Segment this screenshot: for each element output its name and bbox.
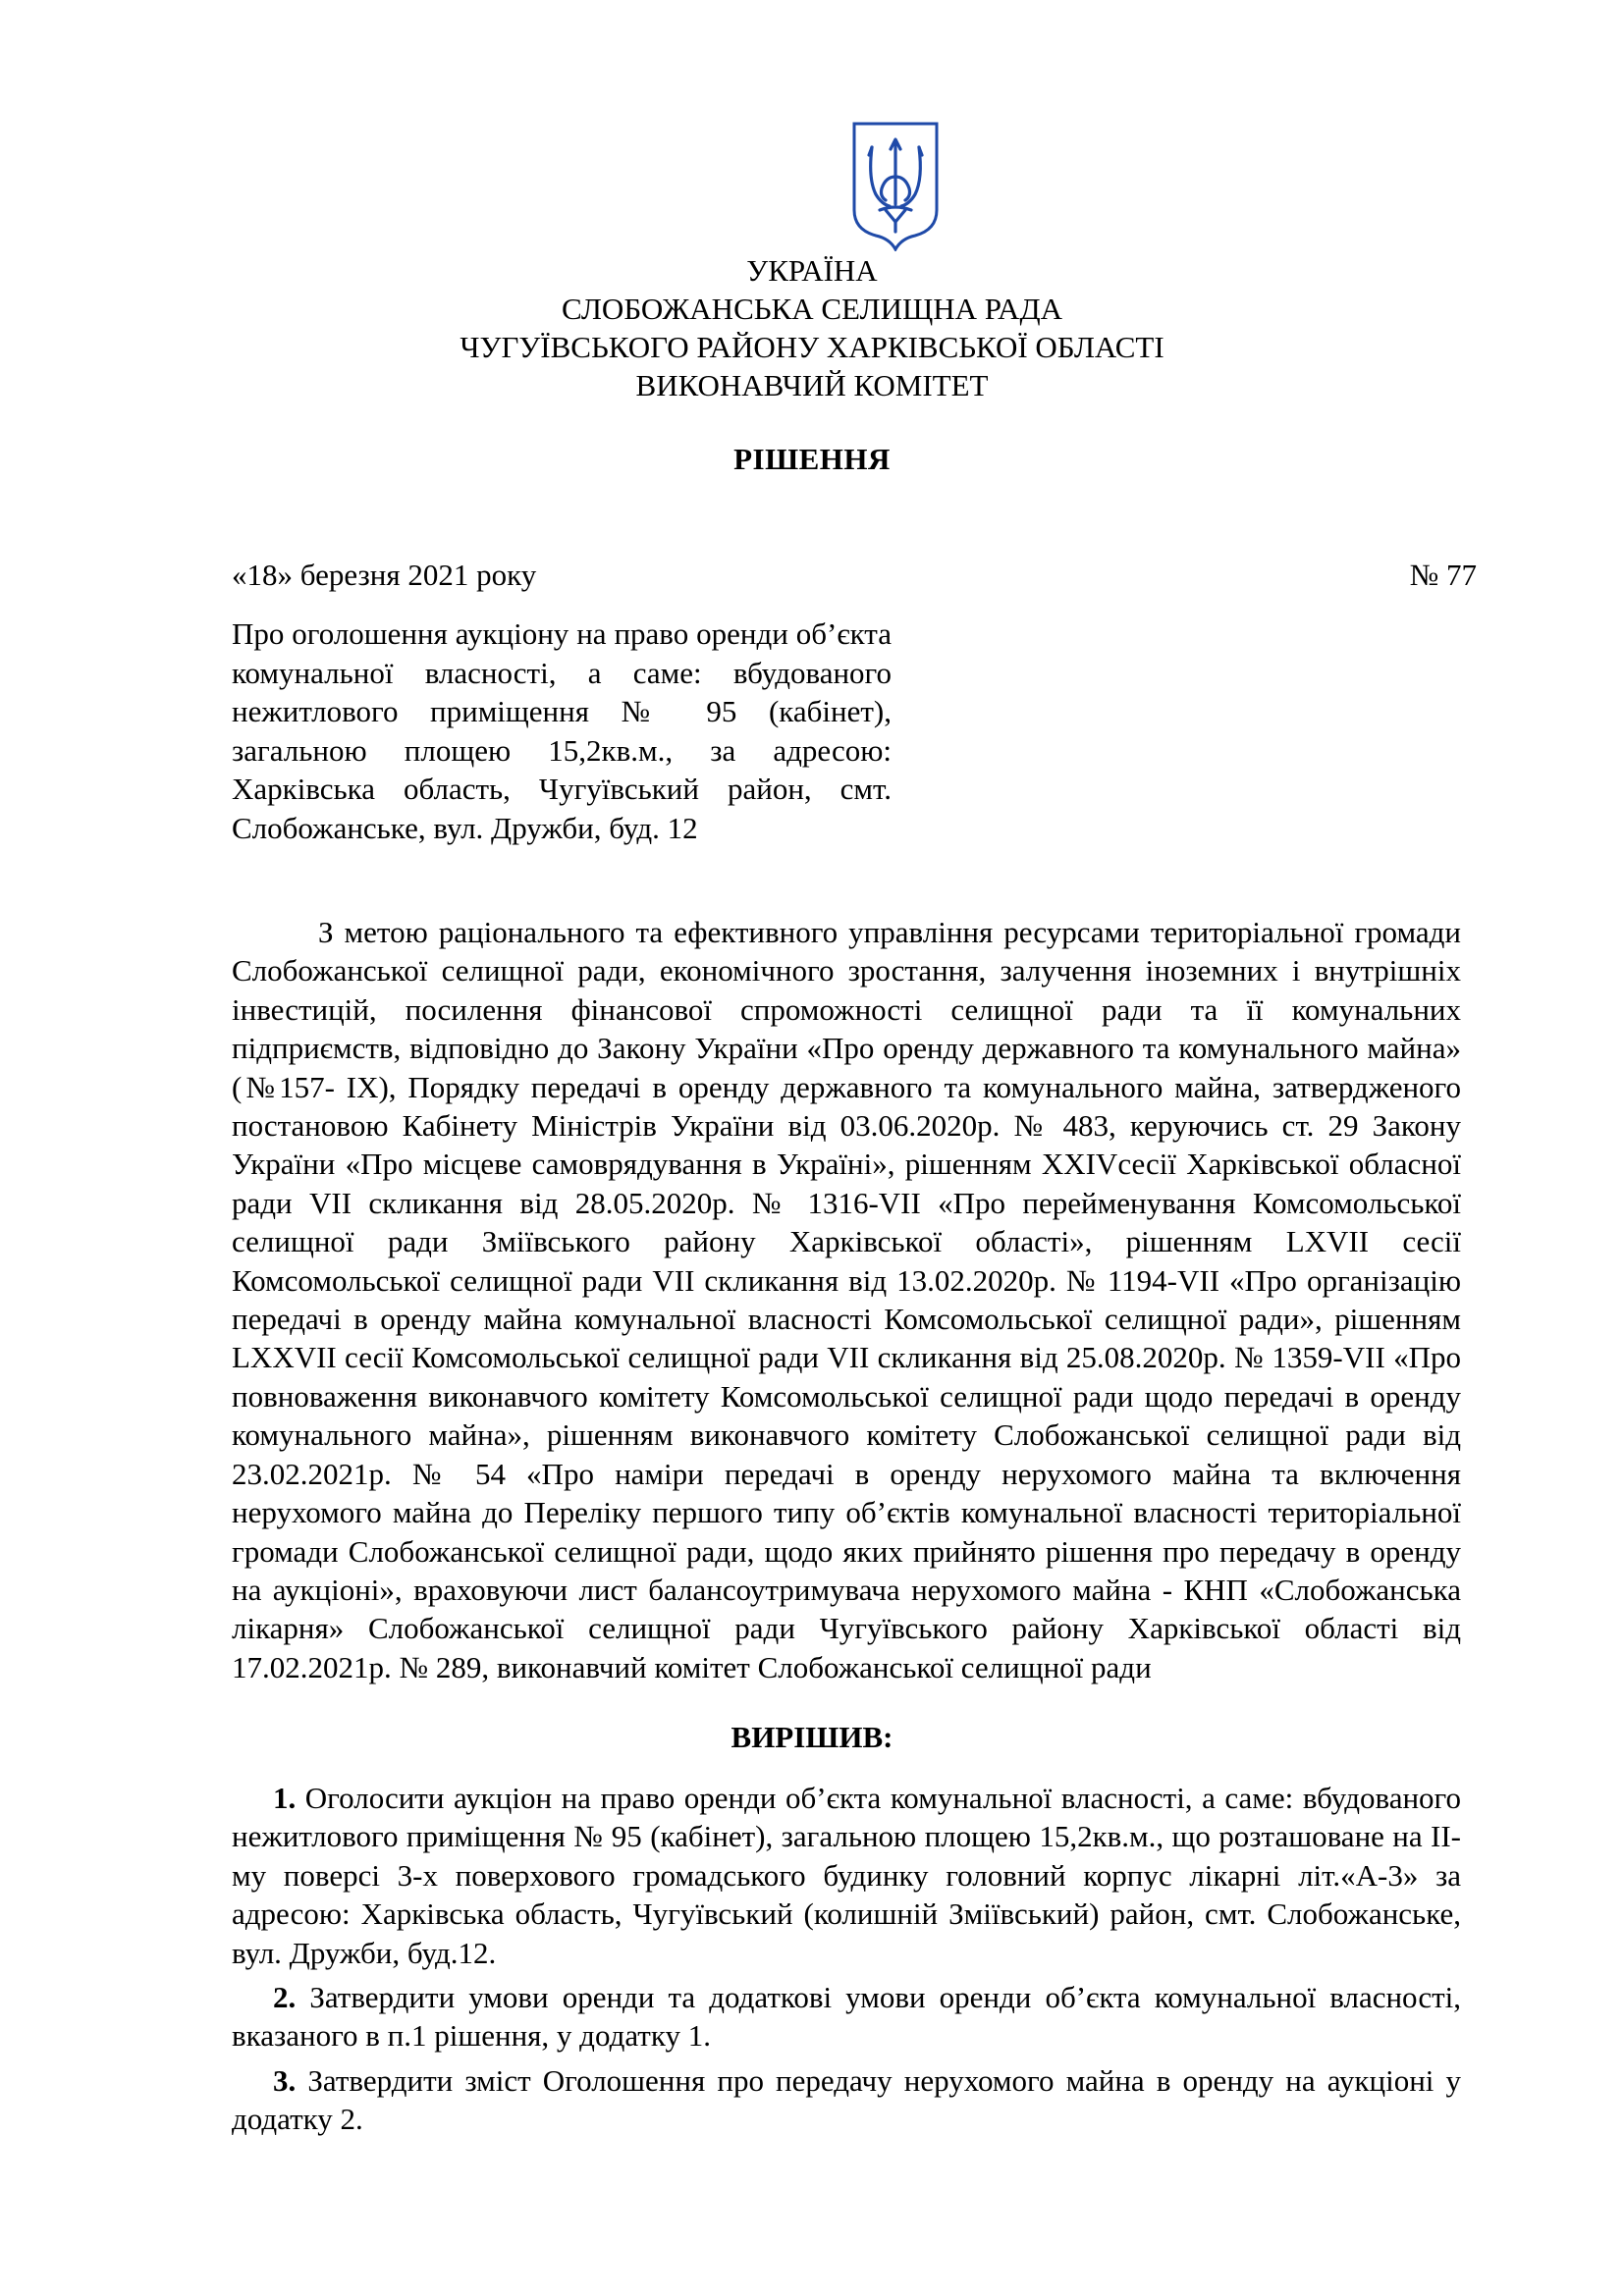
item-number: 3. — [273, 2062, 308, 2098]
resolved-heading: ВИРІШИВ: — [731, 1720, 893, 1754]
decision-title: РІШЕННЯ — [733, 442, 891, 476]
resolution-item — [232, 1779, 1461, 1972]
item-number: 1. — [273, 1781, 305, 1815]
coat-of-arms-icon — [850, 120, 941, 251]
header-council: СЛОБОЖАНСЬКА СЕЛИЩНА РАДА — [562, 292, 1062, 326]
item-text: Затвердити зміст Оголошення про передачу нерухомого майна в оренду на аукціоні у додатку 2. — [232, 2062, 1462, 2137]
item-text: Затвердити умови оренди та додаткові умови оренди об’єкта комунальної власності, вказаного в п.1 рішення, у додатку 1. — [232, 1980, 1461, 2054]
header-committee: ВИКОНАВЧИЙ КОМІТЕТ — [635, 368, 989, 402]
item-number: 2. — [273, 1980, 310, 2015]
resolution-item — [232, 1978, 1461, 2056]
item-text: Оголосити аукціон на право оренди об’єкта комунальної власності, а саме: вбудованого нежитлового приміщення № 95 (кабінет), загальною площею 15,2кв.м., що розташоване на ІІ-му поверсі 3-х поверхового громадського будинку головний корпус лікарні літ.«А-3» за адресою: Харківська область, Чугуївський (колишній Зміївський) район, смт. Слобожанське, вул. Дружби, буд.12. — [232, 1781, 1461, 1970]
decision-date: «18» березня 2021 року — [232, 558, 537, 592]
decision-number: № 77 — [1409, 558, 1477, 592]
header-district: ЧУГУЇВСЬКОГО РАЙОНУ ХАРКІВСЬКОЇ ОБЛАСТІ — [460, 330, 1164, 364]
header-country: УКРАЇНА — [746, 253, 878, 288]
decision-subject: Про оголошення аукціону на право оренди об’єкта комунальної власності, а саме: вбудованого нежитлового приміщення № 95 (кабінет), загальною площею 15,2кв.м., за адресою: Харківська область, Чугуївський район, смт. Слобожанське, вул. Дружби, буд. 12 — [232, 616, 892, 845]
preamble-paragraph: З метою раціонального та ефективного управління ресурсами територіальної громади Слобожанської селищної ради, економічного зростання, залучення іноземних і внутрішніх інвестицій, посилення фінансової спроможності селищної ради та її комунальних підприємств, відповідно до Закону України «Про оренду державного та комунального майна» (№157- ІХ), Порядку передачі в оренду державного та комунального майна, затвердженого постановою Кабінету Міністрів України від 03.06.2020р. № 483, керуючись ст. 29 Закону України «Про місцеве самоврядування в Україні», рішенням XXIVсесії Харківської обласної ради VII скликання від 28.05.2020р. № 1316-VII «Про перейменування Комсомольської селищної ради Зміївського району Харківської області», рішенням LXVII сесії Комсомольської селищної ради VII скликання від 13.02.2020р. № 1194-VII «Про організацію передачі в оренду майна комунальної власності Комсомольської селищної ради», рішенням LXXVII сесії Комсомольської селищної ради VII скликання від 25.08.2020р. № 1359-VII «Про повноваження виконавчого комітету Комсомольської селищної ради щодо передачі в оренду комунального майна», рішенням виконавчого комітету Слобожанської селищної ради від 23.02.2021р. № 54 «Про наміри передачі в оренду нерухомого майна та включення нерухомого майна до Переліку першого типу об’єктів комунальної власності територіальної громади Слобожанської селищної ради, щодо яких прийнято рішення про передачу в оренду на аукціоні», враховуючи лист балансоутримувача нерухомого майна - КНП «Слобожанська лікарня» Слобожанської селищної ради Чугуївського району Харківської області від 17.02.2021р. № 289, виконавчий комітет Слобожанської селищної ради — [232, 915, 1461, 1684]
document-header — [0, 251, 1624, 404]
resolution-item — [232, 2061, 1461, 2139]
resolution-items — [232, 1779, 1461, 2145]
